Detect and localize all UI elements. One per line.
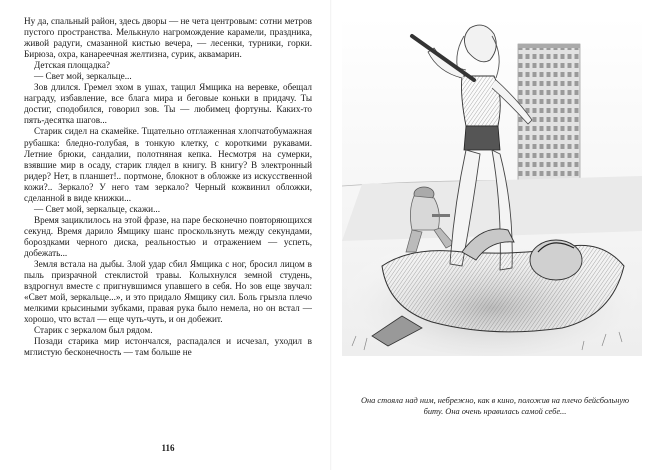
right-page <box>342 16 642 456</box>
paragraph: Зов длился. Гремел эхом в ушах, тащил Ямщика на веревке, обещал награду, избавление, все блага мира и беговые коньки в придачу. Ты достиг, сподобился, говорил зов. Ты — любимец фортуны. Каких-то пять-десятка шагов... <box>24 82 312 126</box>
paragraph: Ну да, спальный район, здесь дворы — не чета центровым: сотни метров пустого пространства. Мелькнуло нагромождение карамели, праздника, живой радуги, смазанной кистью вечера, — лесенки, турники, горки. Бирюза, охра, канареечная желтизна, сурик, аквамарин. <box>24 16 312 60</box>
paragraph: — Свет мой, зеркальце, скажи... <box>34 203 160 214</box>
paragraph: — Свет мой, зеркальце... <box>34 71 132 82</box>
paragraph: Детская площадка? <box>34 60 110 71</box>
paragraph: Земля встала на дыбы. Злой удар сбил Ямщика с ног, бросил лицом в пыль призрачной стеклистой травы. Колыхнулся земной студень, вздрогнул вместе с пригнувшимся упавшего в себя. Но зов еще звучал: «Свет мой, зеркальце...», и это придало Ямщику сил. Боль грызла плечо мелкими крысиными зубками, правая рука было немела, но он встал — хорошо, что встал — еще чуть-чуть, и он добежит. <box>24 259 312 325</box>
paragraph: Старик сидел на скамейке. Тщательно отглаженная хлопчатобумажная рубашка: бледно-голубая, в тонкую клетку, с короткими рукавами. Летние брюки, сандалии, полотняная кепка. Несмотря на сумерки, взявшие мир в осаду, старик глядел в книгу. В книгу? В электронный ридер? Нет, в планшет!.. портмоне, блокнот в обложке из искусственной кожи?.. Зеркало? У него там зеркало? Черный кожвинил обложки, сделанной в виде книжки... <box>24 126 312 203</box>
paragraph: Время зациклилось на этой фразе, на паре бесконечно повторяющихся секунд. Время дарило Ямщику шанс проскользнуть между секундами, бороздками черного диска, реальностью и отражением — успеть, добежать... <box>24 214 312 258</box>
book-gutter <box>330 0 332 470</box>
illustration-caption: Она стояла над ним, небрежно, как в кино, положив на плечо бейсбольную биту. Она очень нравилась самой себе... <box>360 396 630 416</box>
left-page-text <box>24 16 312 358</box>
paragraph: Старик с зеркалом был рядом. <box>34 325 153 336</box>
illustration <box>342 16 642 356</box>
paragraph: Позади старика мир истончался, распадался и исчезал, уходил в мглистую бесконечность — там больше не <box>24 336 312 358</box>
left-page <box>24 16 312 456</box>
page-number: 116 <box>161 443 175 453</box>
